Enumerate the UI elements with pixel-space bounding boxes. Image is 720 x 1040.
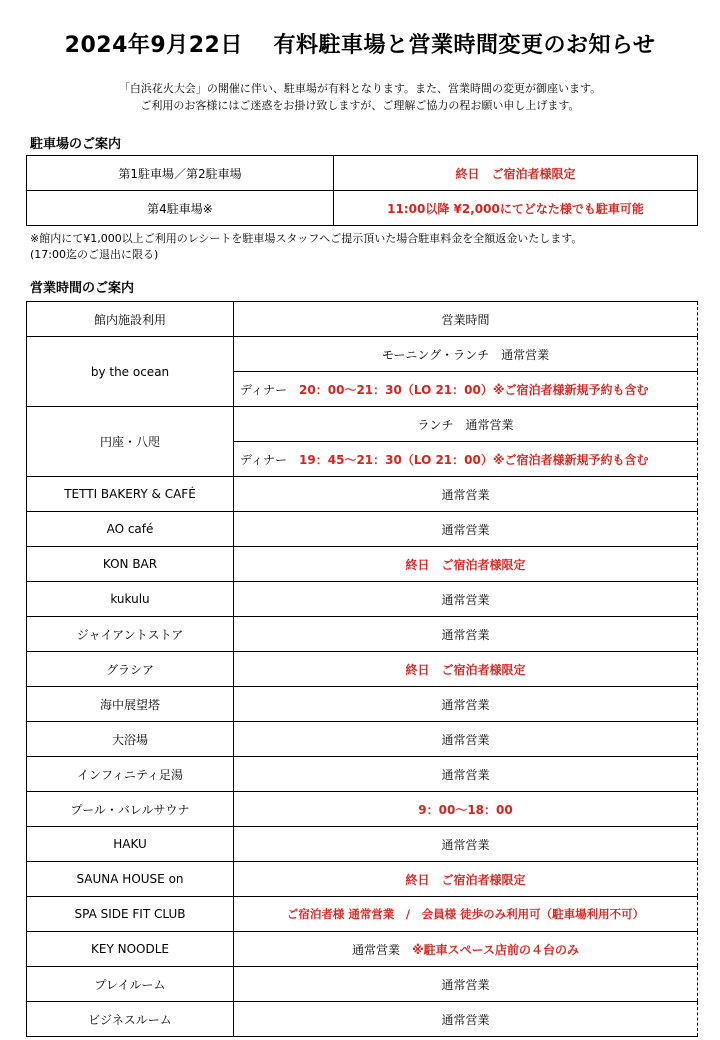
table-row (27, 967, 698, 1002)
parking-note (30, 231, 582, 263)
parking-status: 終日 ご宿泊者様限定 (334, 156, 698, 191)
facility-status: 通常営業 (234, 477, 698, 512)
table-row (27, 792, 698, 827)
facility-name: TETTI BAKERY & CAFÉ (27, 477, 234, 512)
facility-name: SPA SIDE FIT CLUB (27, 897, 234, 932)
table-row (27, 477, 698, 512)
status-normal: 通常営業 (351, 942, 412, 957)
table-row (27, 652, 698, 687)
hours-heading: 営業時間のご案内 (30, 281, 135, 296)
dinner-detail: 19：45〜21：30（LO 21：00）※ご宿泊者様新規予約も含む (299, 452, 649, 467)
table-row (27, 862, 698, 897)
table-row (27, 582, 698, 617)
facility-status: 終日 ご宿泊者様限定 (234, 862, 698, 897)
facility-name: SAUNA HOUSE on (27, 862, 234, 897)
parking-name: 第1駐車場／第2駐車場 (27, 156, 334, 191)
table-row (27, 897, 698, 932)
facility-status: 通常営業 (234, 582, 698, 617)
facility-name: 海中展望塔 (27, 687, 234, 722)
table-row (27, 687, 698, 722)
facility-name: インフィニティ足湯 (27, 757, 234, 792)
table-row (27, 617, 698, 652)
table-header-row (27, 302, 698, 337)
table-row (27, 827, 698, 862)
facility-status: 9：00〜18：00 (234, 792, 698, 827)
facility-name: kukulu (27, 582, 234, 617)
parking-heading: 駐車場のご案内 (30, 137, 122, 152)
facility-status: 通常営業 (234, 757, 698, 792)
table-row (27, 932, 698, 967)
facility-name: ビジネスルーム (27, 1002, 234, 1037)
parking-note-line-1: ※館内にて¥1,000以上ご利用のレシートを駐車場スタッフへご提示頂いた場合駐車料金を全額返金いたします。 (30, 232, 583, 245)
parking-note-line-2: (17:00迄のご退出に限る) (30, 248, 159, 261)
dinner-label: ディナー (240, 382, 300, 397)
facility-lunch-hours: ランチ 通常営業 (234, 407, 698, 442)
table-row (27, 512, 698, 547)
hours-table (26, 301, 698, 1037)
facility-name: KEY NOODLE (27, 932, 234, 967)
intro-line-2: ご利用のお客様にはご迷惑をお掛け致しますが、ご理解ご協力の程お願い申し上げます。 (140, 99, 580, 112)
facility-name: ジャイアントストア (27, 617, 234, 652)
dinner-detail: 20：00〜21：30（LO 21：00）※ご宿泊者様新規予約も含む (299, 382, 649, 397)
header-facility: 館内施設利用 (27, 302, 234, 337)
facility-name: 円座・八咫 (27, 407, 234, 477)
intro-line-1: 「白浜花火大会」の開催に伴い、駐車場が有料となります。また、営業時間の変更が御座います。 (118, 82, 602, 95)
facility-status: 終日 ご宿泊者様限定 (234, 652, 698, 687)
facility-name: 大浴場 (27, 722, 234, 757)
facility-status: 通常営業 (234, 967, 698, 1002)
facility-name: プール・バレルサウナ (27, 792, 234, 827)
facility-status: 終日 ご宿泊者様限定 (234, 547, 698, 582)
table-row (27, 407, 698, 442)
table-row (27, 757, 698, 792)
facility-status: 通常営業 (234, 687, 698, 722)
parking-name: 第4駐車場※ (27, 191, 334, 226)
facility-status: ご宿泊者様 通常営業 / 会員様 徒歩のみ利用可（駐車場利用不可） (234, 897, 698, 932)
facility-status: 通常営業 (234, 722, 698, 757)
table-row (27, 337, 698, 372)
header-hours: 営業時間 (234, 302, 698, 337)
facility-dinner-hours (234, 372, 698, 407)
facility-lunch-hours: モーニング・ランチ 通常営業 (234, 337, 698, 372)
facility-name: by the ocean (27, 337, 234, 407)
intro-text (0, 80, 720, 114)
facility-status: 通常営業 (234, 827, 698, 862)
table-row (27, 547, 698, 582)
facility-status: 通常営業 (234, 617, 698, 652)
table-row (27, 1002, 698, 1037)
facility-name: KON BAR (27, 547, 234, 582)
parking-table (26, 155, 698, 226)
facility-status: 通常営業 (234, 512, 698, 547)
table-row (27, 156, 698, 191)
status-note: ※駐車スペース店前の４台のみ (411, 942, 580, 957)
facility-dinner-hours (234, 442, 698, 477)
page-title: 2024年9月22日 有料駐車場と営業時間変更のお知らせ (64, 33, 656, 58)
facility-name: グラシア (27, 652, 234, 687)
facility-name: HAKU (27, 827, 234, 862)
parking-status: 11:00以降 ¥2,000にてどなた様でも駐車可能 (334, 191, 698, 226)
dinner-label: ディナー (240, 452, 300, 467)
facility-name: AO café (27, 512, 234, 547)
facility-status: 通常営業 (234, 1002, 698, 1037)
table-row (27, 722, 698, 757)
facility-status (234, 932, 698, 967)
facility-name: プレイルーム (27, 967, 234, 1002)
table-row (27, 191, 698, 226)
